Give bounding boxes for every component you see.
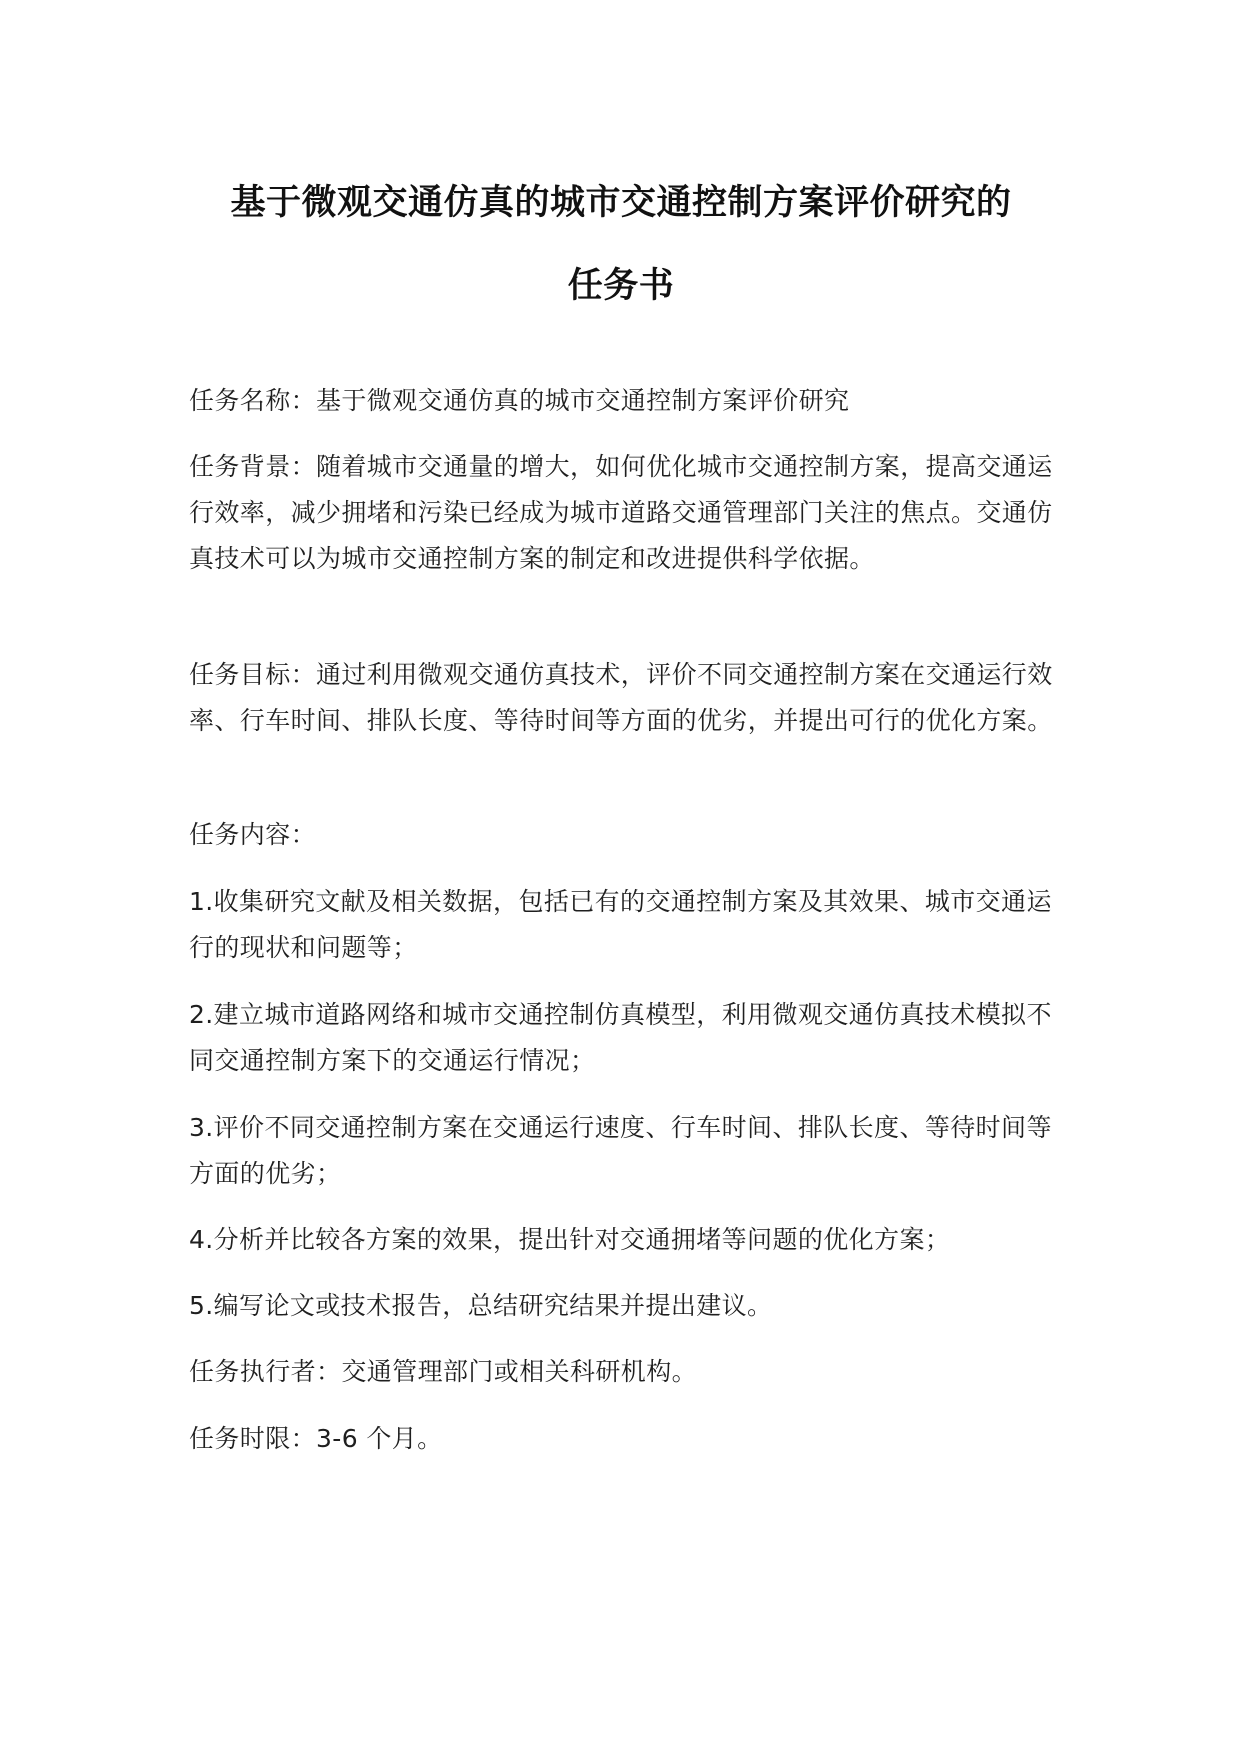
task-goal-paragraph: 任务目标：通过利用微观交通仿真技术，评价不同交通控制方案在交通运行效率、行车时间、排队长度、等待时间等方面的优劣，并提出可行的优化方案。 [189, 660, 1053, 735]
task-time-limit-paragraph: 任务时限：3-6 个月。 [189, 1424, 443, 1453]
task-content-item-1: 1.收集研究文献及相关数据，包括已有的交通控制方案及其效果、城市交通运行的现状和问题等； [189, 887, 1052, 962]
task-content-item-2: 2.建立城市道路网络和城市交通控制仿真模型，利用微观交通仿真技术模拟不同交通控制方案下的交通运行情况； [189, 1000, 1052, 1075]
document-title-line-1: 基于微观交通仿真的城市交通控制方案评价研究的 [230, 183, 1012, 223]
task-background-paragraph: 任务背景：随着城市交通量的增大，如何优化城市交通控制方案，提高交通运行效率，减少拥堵和污染已经成为城市道路交通管理部门关注的焦点。交通仿真技术可以为城市交通控制方案的制定和改进提供科学依据。 [189, 452, 1053, 573]
task-executor-paragraph: 任务执行者：交通管理部门或相关科研机构。 [189, 1357, 698, 1386]
document-title-line-2: 任务书 [567, 266, 675, 306]
task-content-heading: 任务内容： [189, 820, 317, 849]
task-content-item-5: 5.编写论文或技术报告，总结研究结果并提出建议。 [189, 1291, 773, 1320]
task-name-paragraph: 任务名称：基于微观交通仿真的城市交通控制方案评价研究 [189, 386, 850, 415]
task-content-item-3: 3.评价不同交通控制方案在交通运行速度、行车时间、排队长度、等待时间等方面的优劣； [189, 1113, 1052, 1188]
task-content-item-4: 4.分析并比较各方案的效果，提出针对交通拥堵等问题的优化方案； [189, 1225, 951, 1254]
